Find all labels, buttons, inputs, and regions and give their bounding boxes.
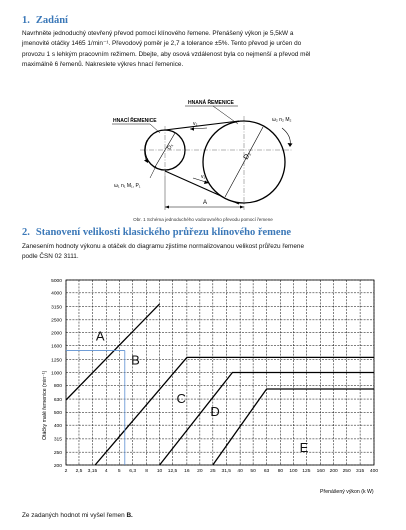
v1-label: v₁	[201, 174, 206, 180]
y-tick-label: 200	[53, 463, 62, 469]
y-tick-label: 800	[53, 384, 62, 390]
x-tick-label: 6,3	[129, 469, 137, 474]
x-tick-label: 125	[302, 469, 311, 474]
y-tick-label: 1250	[51, 358, 62, 364]
driven-pulley-label: HNANÁ ŘEMENICE	[188, 100, 234, 106]
text-line: jmenovité otáčky 1465 1/min⁻¹. Převodový poměr je 2,7 a tolerance ±5%. Tento převod je určen do	[22, 40, 302, 48]
x-tick-label: 160	[316, 469, 325, 474]
text-line: podle ČSN 02 3111.	[22, 253, 79, 261]
y-tick-label: 1600	[51, 344, 62, 350]
conclusion-result: B.	[126, 512, 133, 519]
section-2-number: 2.	[22, 227, 30, 238]
x-tick-label: 2	[64, 469, 68, 474]
y-tick-label: 1000	[51, 371, 62, 377]
x-tick-label: 63	[263, 469, 270, 474]
text-line: Navrhněte jednoduchý otevřený převod pomocí klínového řemene. Přenášený výkon je 5,5kW a	[22, 30, 294, 37]
driving-params: ω₁ n₁ M₁, P₁	[114, 183, 141, 189]
x-tick-label: 400	[369, 469, 379, 474]
x-tick-label: 31,5	[221, 469, 232, 474]
figure-1-caption: Obr. 1 Schéma jednoduchého vodorovného převodu pomocí řemene	[133, 217, 273, 222]
text-line: Zanesením hodnoty výkonu a otáček do diagramu zjistíme normalizovanou velikost průřezu řemene	[22, 243, 305, 250]
text-line: maximálně 6 řemenů. Nakreslete výkres hnací řemenice.	[22, 60, 184, 68]
d2-label: D₂	[242, 150, 253, 161]
text-line: provozu 1 s lehkým pracovním režimem. Dbejte, aby osová vzdálenost byla co nejmenší a převod měl	[22, 50, 311, 58]
x-tick-label: 3,15	[87, 469, 98, 474]
x-axis-label: Přenášený výkon (k W)	[320, 489, 374, 495]
x-tick-label: 2,5	[75, 469, 83, 474]
dimension-a-label: A	[203, 200, 208, 206]
x-tick-label: 200	[329, 469, 338, 474]
y-tick-label: 400	[53, 423, 62, 429]
y-tick-label: 500	[53, 411, 62, 417]
driven-params: ω₂ n₂ M₂	[272, 117, 292, 123]
y-tick-label: 630	[53, 397, 62, 403]
section-1-number: 1.	[22, 15, 30, 26]
conclusion-prefix: Ze zadaných hodnot mi vyšel řemen	[22, 512, 127, 519]
x-tick-label: 40	[237, 469, 243, 474]
y-tick-label: 315	[53, 437, 62, 443]
y-axis-label: Otáčky malé řemenice (min⁻¹)	[42, 370, 48, 440]
region-label-d: D	[210, 403, 220, 419]
x-tick-label: 20	[197, 469, 203, 474]
x-tick-label: 5	[117, 469, 121, 474]
region-label-e: E	[299, 440, 309, 456]
region-label-b: B	[131, 352, 140, 368]
section-2-title: Stanovení velikosti klasického průřezu klínového řemene	[35, 227, 292, 238]
y-tick-label: 2500	[51, 318, 62, 324]
x-tick-label: 12,5	[167, 469, 178, 474]
region-label-c: C	[176, 390, 186, 406]
x-tick-label: 4	[104, 469, 108, 474]
x-tick-label: 16	[184, 469, 190, 474]
y-tick-label: 2000	[51, 331, 62, 337]
y-tick-label: 250	[53, 450, 62, 456]
y-tick-label: 4000	[51, 291, 62, 297]
driving-pulley-label: HNACÍ ŘEMENICE	[113, 118, 157, 124]
x-tick-label: 25	[210, 469, 216, 474]
x-tick-label: 250	[342, 469, 351, 474]
x-tick-label: 8	[145, 469, 148, 474]
y-tick-label: 5000	[51, 278, 62, 284]
x-tick-label: 10	[156, 469, 163, 474]
x-tick-label: 80	[277, 469, 284, 474]
region-label-a: A	[95, 328, 105, 344]
d1-label: D₁	[166, 142, 175, 151]
conclusion-text	[22, 512, 133, 519]
v2-label: v₂	[193, 121, 198, 127]
x-tick-label: 100	[289, 469, 298, 474]
section-1-title: Zadání	[35, 15, 68, 26]
x-tick-label: 50	[250, 469, 256, 474]
y-tick-label: 3150	[51, 305, 62, 311]
x-tick-label: 315	[356, 469, 365, 474]
